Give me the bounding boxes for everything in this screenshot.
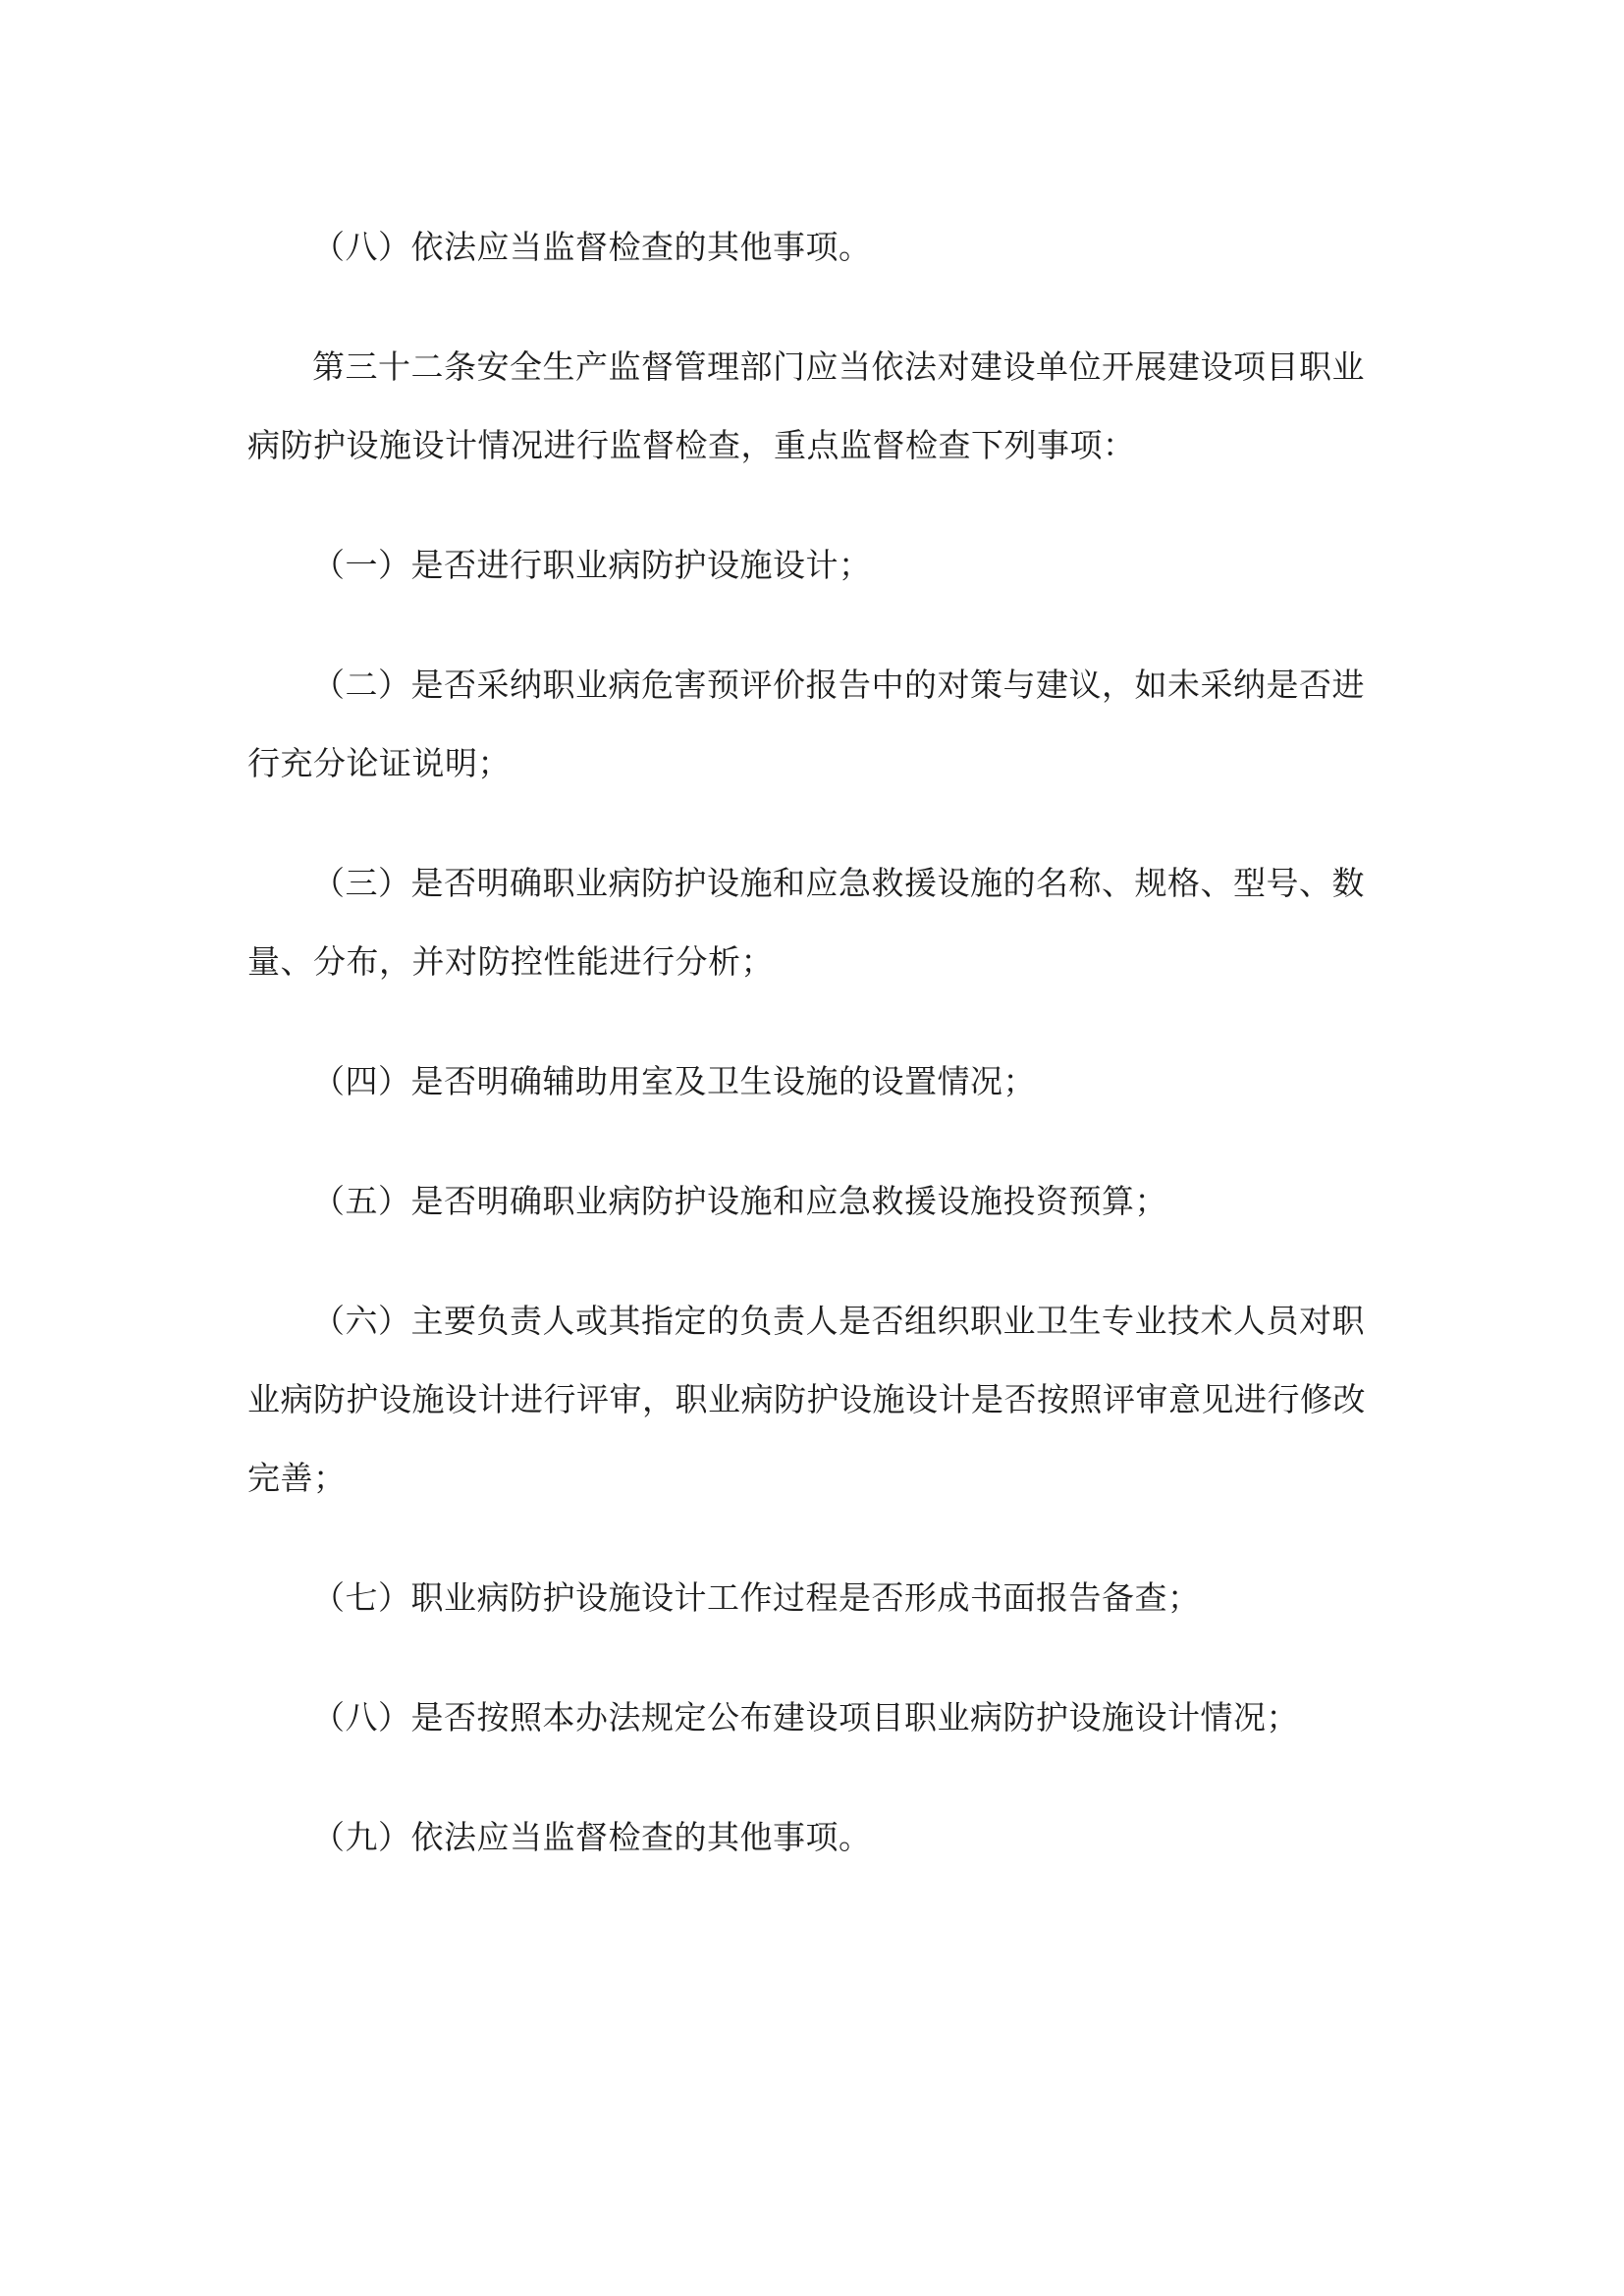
paragraph-item-9: （九）依法应当监督检查的其他事项。 bbox=[312, 1818, 872, 1856]
paragraph-item-1: （一）是否进行职业病防护设施设计； bbox=[312, 546, 872, 584]
paragraph-item-8: （八）是否按照本办法规定公布建设项目职业病防护设施设计情况； bbox=[312, 1698, 1299, 1736]
paragraph-item-5: （五）是否明确职业病防护设施和应急救援设施投资预算； bbox=[312, 1182, 1167, 1220]
paragraph-item-6: （六）主要负责人或其指定的负责人是否组织职业卫生专业技术人员对职业病防护设施设计进行评审，职业病防护设施设计是否按照评审意见进行修改完善； bbox=[247, 1302, 1366, 1497]
paragraph-article-32: 第三十二条安全生产监督管理部门应当依法对建设单位开展建设项目职业病防护设施设计情况进行监督检查，重点监督检查下列事项： bbox=[247, 347, 1365, 464]
paragraph-item-8-previous: （八）依法应当监督检查的其他事项。 bbox=[312, 228, 872, 266]
paragraph-item-7: （七）职业病防护设施设计工作过程是否形成书面报告备查； bbox=[312, 1578, 1201, 1617]
paragraph-item-4: （四）是否明确辅助用室及卫生设施的设置情况； bbox=[312, 1062, 1036, 1100]
paragraph-item-2: （二）是否采纳职业病危害预评价报告中的对策与建议，如未采纳是否进行充分论证说明； bbox=[247, 666, 1365, 782]
paragraph-item-3: （三）是否明确职业病防护设施和应急救援设施的名称、规格、型号、数量、分布，并对防控性能进行分析； bbox=[247, 864, 1365, 981]
